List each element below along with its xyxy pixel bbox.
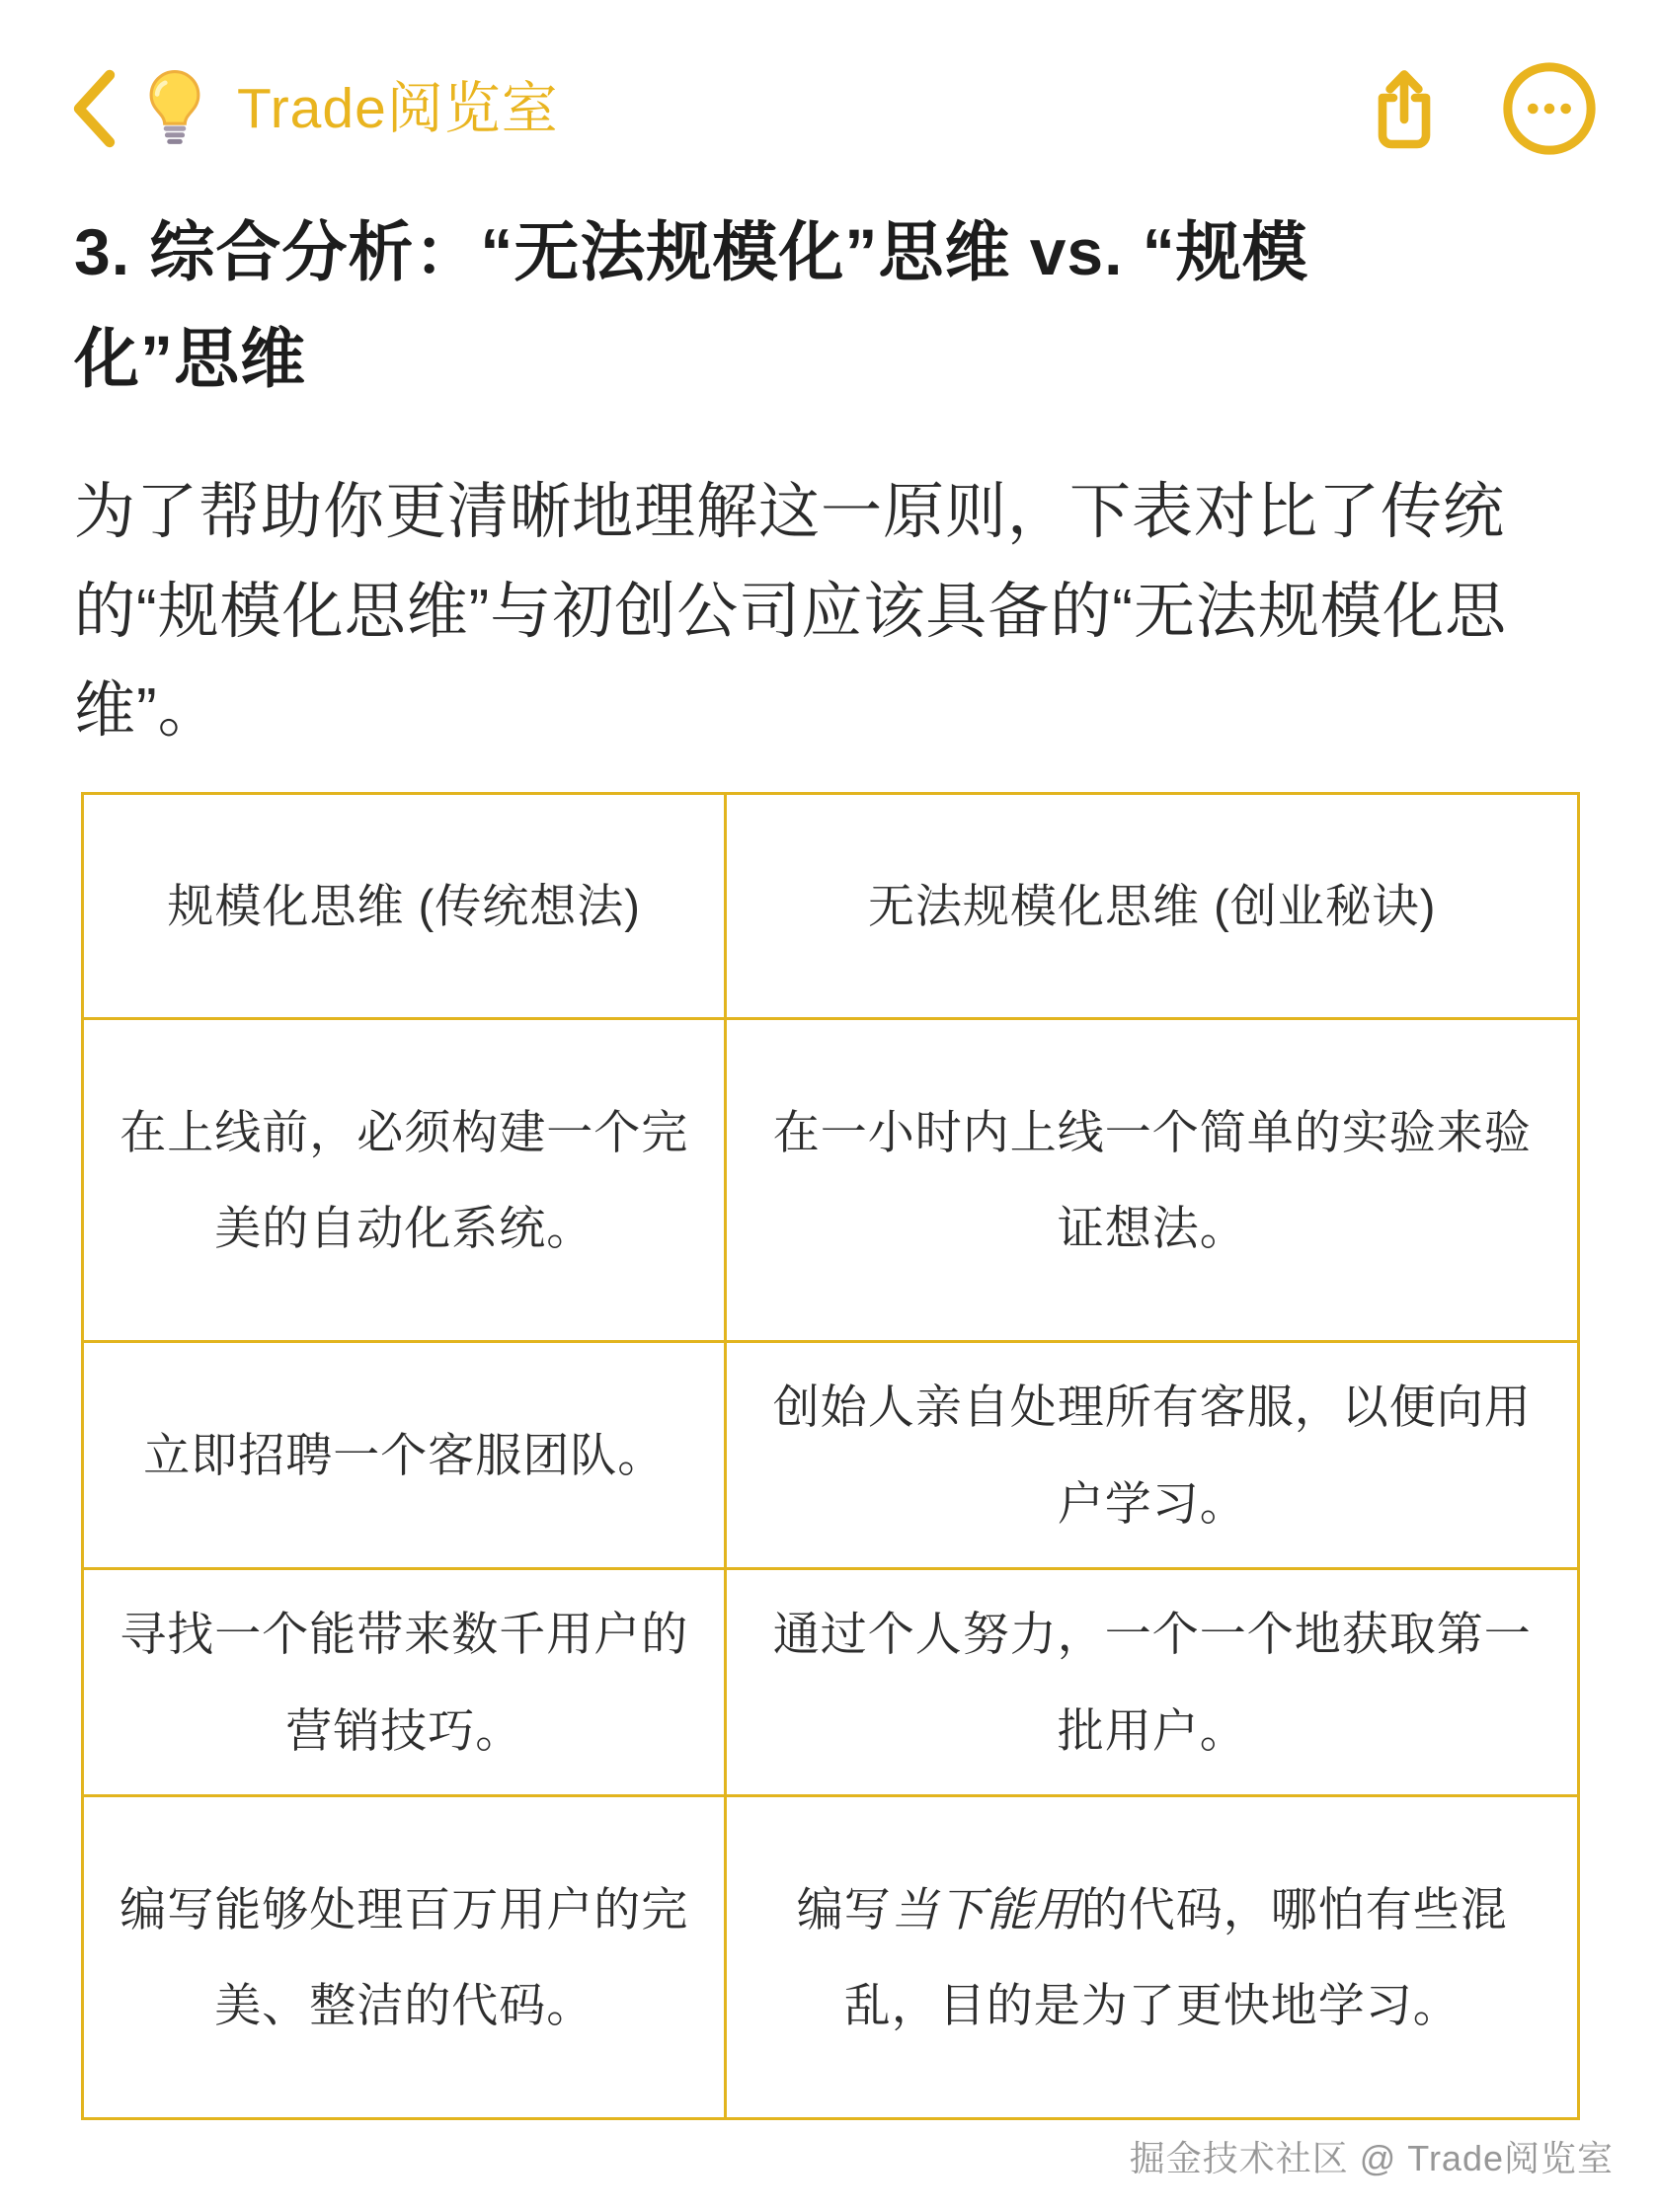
channel-title: Trade阅览室 (237, 76, 559, 140)
cell-left: 立即招聘一个客服团队。 (83, 1342, 726, 1569)
cell-left: 寻找一个能带来数千用户的营销技巧。 (83, 1569, 726, 1796)
cell-left: 编写能够处理百万用户的完美、整洁的代码。 (83, 1796, 726, 2119)
comparison-table (81, 792, 1580, 2120)
intro-paragraph: 为了帮助你更清晰地理解这一原则，下表对比了传统的“规模化思维”与初创公司应该具备的“无法规模化思维”。 (74, 478, 1507, 746)
cell-text-plain: 编写 (796, 1882, 892, 1936)
table-row (83, 1019, 1579, 1342)
share-icon[interactable] (1365, 64, 1444, 153)
cell-right: 创始人亲自处理所有客服，以便向用户学习。 (726, 1342, 1579, 1569)
navbar (0, 0, 1659, 160)
watermark: 掘金技术社区 @ Trade阅览室 (1129, 2138, 1614, 2178)
article-content (0, 199, 1659, 2120)
cell-text-italic: 当下能用 (891, 1882, 1081, 1936)
cell-right (726, 1796, 1579, 2119)
page-title: 3. 综合分析：“无法规模化”思维 vs. “规模化”思维 (74, 215, 1308, 395)
table-row (83, 1569, 1579, 1796)
cell-text-plain: 的代码，哪怕有些混乱，目的是为了更快地学习。 (843, 1882, 1508, 2032)
table-row (83, 1342, 1579, 1569)
navbar-left (67, 67, 559, 150)
col-header-unscalable-mindset: 无法规模化思维 (创业秘诀) (726, 794, 1579, 1019)
lightbulb-icon (142, 67, 207, 150)
cell-left: 在上线前，必须构建一个完美的自动化系统。 (83, 1019, 726, 1342)
cell-right: 在一小时内上线一个简单的实验来验证想法。 (726, 1019, 1579, 1342)
table-header-row (83, 794, 1579, 1019)
more-options-icon[interactable] (1501, 60, 1598, 157)
col-header-scalable-mindset: 规模化思维 (传统想法) (83, 794, 726, 1019)
back-icon[interactable] (67, 68, 117, 149)
table-row (83, 1796, 1579, 2119)
navbar-right (1365, 60, 1598, 157)
cell-right: 通过个人努力，一个一个地获取第一批用户。 (726, 1569, 1579, 1796)
